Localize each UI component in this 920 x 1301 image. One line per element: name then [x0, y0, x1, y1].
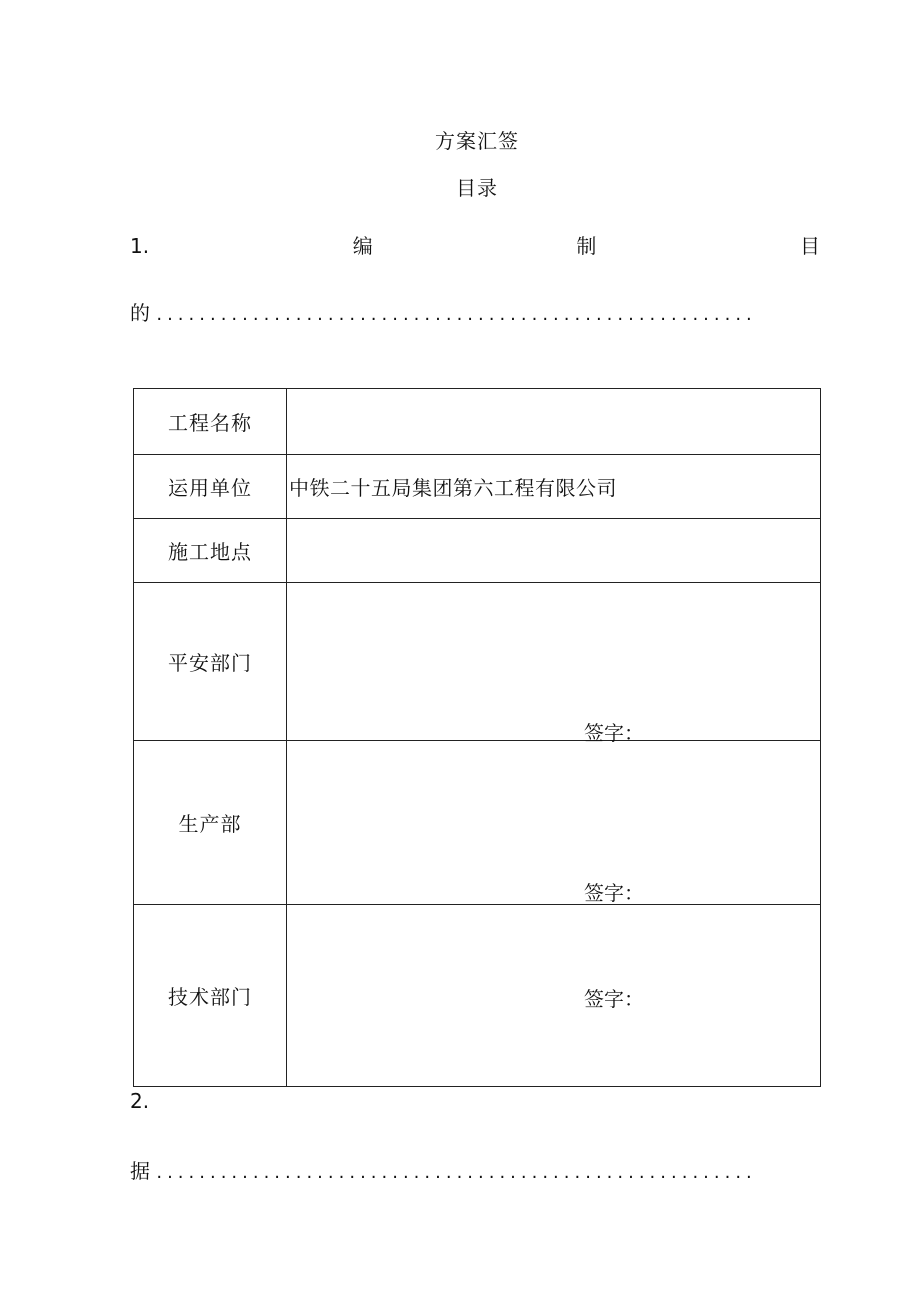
technical-dept-signature-label: 签字： [584, 987, 644, 1011]
production-dept-sign-area[interactable] [287, 741, 821, 905]
location-value [287, 539, 289, 563]
technical-dept-label: 技术部门 [134, 905, 287, 1087]
toc-title: 目录 [456, 176, 498, 200]
toc-entry-1-leader: ........................................................ [156, 304, 757, 325]
location-label: 施工地点 [134, 519, 287, 583]
toc-entry-1-continuation: 的 [130, 301, 150, 325]
toc-entry-2-number: 2. [130, 1089, 150, 1113]
toc-entry-1-leader-line[interactable] [130, 297, 820, 326]
project-name-label: 工程名称 [134, 389, 287, 455]
technical-dept-sign-area[interactable] [287, 905, 821, 1087]
sign-off-table [133, 388, 821, 1087]
toc-entry-1-heading[interactable] [130, 230, 820, 259]
location-field[interactable] [287, 519, 821, 583]
table-row-technical-dept [134, 905, 821, 1087]
unit-label: 运用单位 [134, 455, 287, 519]
toc-entry-2-continuation: 据 [130, 1159, 150, 1183]
safety-dept-signature-label: 签字： [584, 721, 644, 745]
toc-entry-2-heading[interactable] [130, 1089, 820, 1113]
table-row-safety-dept [134, 583, 821, 741]
unit-value: 中铁二十五局集团第六工程有限公司 [289, 476, 617, 500]
table-row-production-dept [134, 741, 821, 905]
safety-dept-label: 平安部门 [134, 583, 287, 741]
toc-entry-1-char-3: 目 [799, 234, 820, 258]
document-title: 方案汇签 [435, 129, 519, 153]
project-name-value [287, 410, 289, 434]
project-name-field[interactable] [287, 389, 821, 455]
toc-entry-1-char-1: 编 [352, 234, 373, 258]
safety-dept-sign-area[interactable] [287, 583, 821, 745]
toc-entry-1-number: 1. [130, 234, 150, 258]
toc-entry-2-leader-line[interactable] [130, 1155, 820, 1184]
table-row-unit [134, 455, 821, 519]
table-row-project-name [134, 389, 821, 455]
unit-field[interactable] [287, 455, 821, 519]
production-dept-signature-label: 签字： [584, 881, 644, 905]
table-row-location [134, 519, 821, 583]
toc-entry-2-leader: ........................................................ [156, 1162, 757, 1183]
toc-entry-1-char-2: 制 [576, 234, 597, 258]
production-dept-label: 生产部 [134, 741, 287, 905]
